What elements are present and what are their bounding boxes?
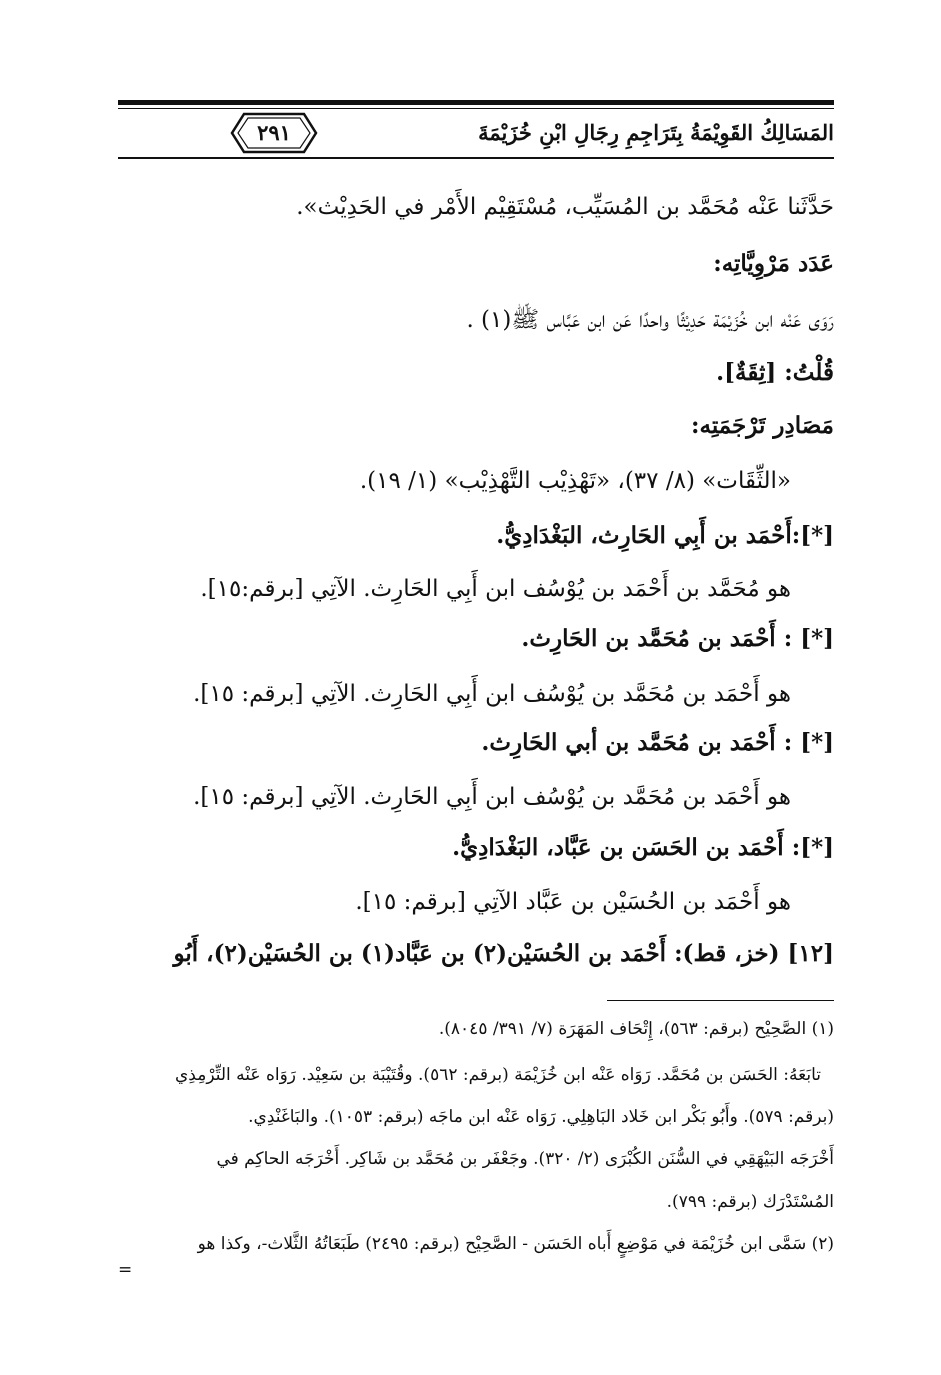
running-title: المَسَالِكُ القَوِيْمَةُ بِتَرَاجِمِ رِجَالِ ابْنِ خُزَيْمَةَ [478, 120, 834, 145]
sources-line: «الثِّقَات» (٨/ ٣٧)، «تَهْذِيْب التَّهْذِيْب» (١/ ١٩). [359, 468, 791, 494]
footnote-1-line-5: المُسْتَدْرَك (برقم: ٧٩٩). [666, 1192, 834, 1212]
entry-heading-1: [*]:أَحْمَد بن أَبِي الحَارِث، البَغْدَادِيُّ. [496, 522, 834, 549]
footnote-1-line-4: أَخْرَجَه البَيْهَقِي في السُّنَن الكُبْرَى (٢/ ٣٢٠). وجَعْفَر بن مُحَمَّد بن شَاكِر. أَخْرَجَه الحاكِم في [216, 1149, 834, 1169]
footnote-separator [607, 1000, 834, 1001]
section-heading-sources: مَصَادِر تَرْجَمَتِه: [691, 412, 834, 439]
continuation-mark: = [118, 1260, 133, 1280]
cross-reference-2: هو أَحْمَد بن مُحَمَّد بن يُوْسُف ابن أَبِي الحَارِث. الآتِي [برقم: ١٥]. [193, 681, 791, 707]
entry-heading-2: [*] : أَحْمَد بن مُحَمَّد بن الحَارِث. [521, 625, 834, 652]
header-rule-thick [118, 100, 834, 105]
cross-reference-1: هو مُحَمَّد بن أَحْمَد بن يُوْسُف ابن أَبِي الحَارِث. الآتِي [برقم:١٥]. [200, 576, 791, 602]
page-number-badge [228, 110, 320, 156]
header-rule-bottom [118, 157, 834, 159]
author-note: قُلْتُ: [ثِقَةٌ]. [716, 359, 834, 386]
body-line-1: حَدَّثَنا عَنْه مُحَمَّد بن المُسَيِّب، مُسْتَقِيْم الأَمْر في الحَدِيْث». [296, 194, 834, 220]
entry-heading-3: [*] : أَحْمَد بن مُحَمَّد بن أبي الحَارِث. [481, 729, 834, 756]
body-line-narration: رَوَى عَنْه ابن خُزَيْمَة حَدِيْثًا واحدًا عَن ابن عَبَّاس ﷺ(١) . [466, 307, 834, 333]
entry-heading-4: [*]: أَحْمَد بن الحَسَن بن عَبَّاد، البَغْدَادِيُّ. [452, 834, 834, 861]
header-rule-thin [118, 108, 834, 109]
cross-reference-4: هو أَحْمَد بن الحُسَيْن بن عَبَّاد الآتِي [برقم: ١٥]. [355, 889, 791, 915]
cross-reference-3: هو أَحْمَد بن مُحَمَّد بن يُوْسُف ابن أَبِي الحَارِث. الآتِي [برقم: ١٥]. [193, 784, 791, 810]
entry-heading-12: [١٢] (خز، قط): أَحْمَد بن الحُسَيْن(٢) بن عَبَّاد(١) بن الحُسَيْن(٢)، أَبُو [173, 940, 834, 967]
page-number: ٢٩١ [257, 120, 291, 145]
footnote-1-line-2: تابَعَهُ: الحَسَن بن مُحَمَّد. رَوَاه عَنْه ابن خُزَيْمَة (برقم: ٥٦٢). وقُتَيْبَة بن سَعِيْد. رَوَاه عَنْه التِّرْمِذِي [175, 1065, 821, 1085]
footnote-2: (٢) سَمَّى ابن خُزَيْمَة في مَوْضِعٍ أَباه الحَسَن - الصَّحِيْح (برقم: ٢٤٩٥) طَبَعَاتُهُ الثَّلاث-، وكذا هو [197, 1234, 834, 1254]
section-heading-narrations-count: عَدَد مَرْوِيَّاتِه: [713, 250, 834, 277]
footnote-1: (١) الصَّحِيْح (برقم: ٥٦٣)، إِتْحَاف المَهَرَة (٧/ ٣٩١/ ٨٠٤٥). [438, 1019, 834, 1039]
footnote-1-line-3: (برقم: ٥٧٩). وأَبُو بَكْر ابن خَلاد البَاهِلِي. رَوَاه عَنْه ابن ماجَه (برقم: ١٠٥٣). والبَاغَنْدِي. [248, 1107, 834, 1127]
